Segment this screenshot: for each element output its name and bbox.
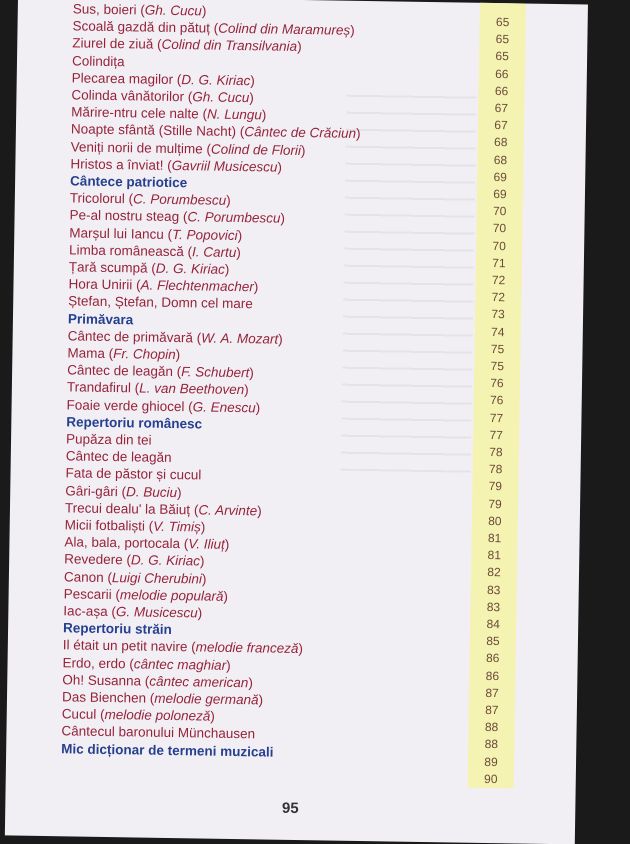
- entry-author: cântec american: [149, 673, 249, 691]
- entry-page-number: 87: [485, 702, 499, 718]
- entry-title-text: Repertoriu străin: [62, 620, 172, 638]
- entry-title: Hora Unirii (A. Flechtenmacher): [68, 276, 259, 295]
- entry-page-number: 81: [487, 530, 502, 546]
- entry-page-number: 75: [490, 341, 505, 356]
- entry-title: Trandafirul (L. van Beethoven): [66, 379, 249, 398]
- entry-title-text: Das Bienchen: [61, 689, 147, 706]
- entry-title: Ala, bala, portocala (V. Iliuț): [64, 534, 230, 553]
- entry-author: cântec maghiar: [133, 656, 227, 673]
- entry-page-number: 80: [488, 513, 502, 528]
- entry-title: Cântec de leagăn (F. Schubert): [67, 362, 254, 381]
- entry-title-text: Revedere: [64, 551, 123, 568]
- entry-author: G. Musicescu: [115, 604, 198, 621]
- entry-title-text: Gâri-gâri: [65, 482, 118, 499]
- entry-page-number: 84: [486, 616, 501, 632]
- entry-title: Tricolorul (C. Porumbescu): [69, 190, 231, 209]
- entry-title: Ziurel de ziuă (Colind din Transilvania): [72, 35, 302, 55]
- entry-author: W. A. Mozart: [201, 330, 279, 347]
- entry-title: Trecui dealu' la Băiuț (C. Arvinte): [64, 500, 262, 519]
- entry-title-text: Cântecul baronului Münchausen: [61, 723, 256, 742]
- entry-title: Pe-al nostru steag (C. Porumbescu): [69, 207, 286, 227]
- entry-page-number: 83: [486, 582, 501, 597]
- entry-title-text: Foaie verde ghiocel: [66, 396, 185, 414]
- entry-title: [72, 52, 125, 71]
- entry-title: Sus, boieri (Gh. Cucu): [72, 1, 207, 19]
- entry-author: G. Enescu: [192, 398, 256, 415]
- entry-page-number: 77: [489, 410, 504, 425]
- entry-author: Colind din Transilvania: [161, 37, 298, 55]
- entry-author: melodie germană: [154, 690, 259, 708]
- entry-author: Colind din Maramureș: [218, 20, 351, 38]
- entry-page-number: 79: [488, 479, 503, 494]
- entry-author: Gh. Cucu: [192, 89, 250, 106]
- entry-page-number: 73: [491, 307, 505, 322]
- entry-page-number: 67: [494, 101, 509, 116]
- entry-page-number: 78: [488, 462, 503, 477]
- entry-page-number: 66: [494, 83, 509, 99]
- entry-title: Noapte sfântă (Stille Nacht) (Cântec de Crăciun): [70, 121, 361, 142]
- book-page: [5, 0, 588, 844]
- entry-author: Cântec de Crăciun: [244, 124, 357, 142]
- entry-page-number: 66: [495, 66, 509, 81]
- entry-page-number: 85: [486, 634, 500, 649]
- entry-title: Il était un petit navire (melodie franceză): [62, 637, 304, 657]
- entry-author: A. Flechtenmacher: [140, 277, 254, 295]
- entry-title-text: Plecarea magilor: [71, 70, 174, 87]
- entry-title: Oh! Susanna (cântec american): [62, 672, 254, 691]
- entry-page-number: 67: [494, 118, 508, 133]
- entry-author: F. Schubert: [181, 364, 250, 381]
- entry-title-text: Limba românească: [68, 242, 184, 259]
- entry-page-number: 65: [495, 15, 510, 30]
- entry-title: Foaie verde ghiocel (G. Enescu): [66, 396, 261, 415]
- entry-title-text: Hristos a înviat!: [70, 156, 164, 173]
- entry-title: Pescarii (melodie populară): [63, 586, 229, 604]
- entry-title-text: Cântec de leagăn: [65, 448, 172, 466]
- entry-page-number: 79: [488, 496, 502, 511]
- entry-title: Mama (Fr. Chopin): [67, 345, 181, 363]
- entry-title: Plecarea magilor (D. G. Kiriac): [71, 70, 255, 89]
- entry-title: Cântec de primăvară (W. A. Mozart): [67, 328, 283, 347]
- entry-page-number: 74: [491, 324, 505, 339]
- entry-author: Colind de Florii: [210, 141, 302, 158]
- entry-title-text: Mama: [67, 345, 106, 361]
- entry-title: Mărire-ntru cele nalte (N. Lungu): [71, 104, 267, 123]
- entry-author: V. Timiș: [153, 518, 201, 535]
- entry-page-number: 88: [484, 720, 499, 735]
- entry-title: Gâri-gâri (D. Buciu): [65, 482, 182, 500]
- entry-page-number: 81: [487, 548, 502, 563]
- entry-page-number: 69: [493, 187, 507, 202]
- entry-page-number: 65: [495, 49, 509, 64]
- entry-title-text: Ziurel de ziuă: [72, 35, 154, 53]
- entry-title: Micii fotbaliști (V. Timiș): [64, 517, 206, 535]
- entry-author: D. G. Kiriac: [130, 552, 201, 569]
- entry-page-number: 89: [484, 754, 498, 769]
- entry-title-text: Hora Unirii: [68, 276, 133, 293]
- entry-author: C. Arvinte: [198, 502, 258, 519]
- entry-author: D. G. Kiriac: [155, 260, 225, 277]
- entry-title: Marșul lui Iancu (T. Popovici): [69, 224, 243, 243]
- entry-author: V. Iliuț: [188, 536, 225, 553]
- entry-page-number: 90: [483, 771, 498, 786]
- entry-page-number: 76: [489, 393, 504, 408]
- entry-title-text: Mărire-ntru cele nalte: [71, 104, 199, 122]
- entry-page-number: 83: [486, 599, 501, 614]
- entry-title: [68, 310, 134, 329]
- entry-page-number: 87: [485, 685, 499, 700]
- entry-title-text: Il était un petit navire: [62, 637, 188, 655]
- entry-author: L. van Beethoven: [139, 380, 245, 398]
- entry-title-text: Colinda vânătorilor: [71, 87, 185, 105]
- entry-author: I. Cartu: [191, 244, 237, 260]
- entry-page-number: 69: [493, 169, 508, 185]
- entry-author: Gh. Cucu: [144, 2, 203, 19]
- entry-title: Scoală gazdă din pătuț (Colind din Maramureș): [72, 18, 355, 39]
- entry-author: C. Porumbescu: [187, 209, 281, 227]
- entry-title: Das Bienchen (melodie germană): [61, 689, 264, 708]
- entry-title-text: Sus, boieri: [72, 1, 137, 18]
- entry-page-number: 88: [484, 737, 499, 752]
- entry-title: Hristos a înviat! (Gavriil Musicescu): [70, 156, 283, 175]
- entry-author: T. Popovici: [171, 226, 238, 243]
- entry-title-text: Erdo, erdo: [62, 654, 126, 671]
- entry-title-text: Țară scumpă: [68, 259, 148, 276]
- entry-title-text: Pe-al nostru steag: [69, 207, 180, 225]
- entry-page-number: 70: [492, 238, 506, 253]
- entry-author: melodie poloneză: [104, 707, 211, 724]
- entry-title: Cucul (melodie poloneză): [61, 706, 215, 724]
- entry-title-text: Mic dicționar de termeni muzicali: [61, 740, 274, 760]
- entry-author: N. Lungu: [206, 106, 262, 123]
- entry-title-text: Canon: [63, 568, 104, 585]
- entry-title: Veniți norii de mulțime (Colind de Florii): [70, 138, 306, 158]
- entry-author: Luigi Cherubini: [111, 569, 203, 587]
- entry-page-number: 70: [492, 204, 507, 219]
- entry-title-text: Pescarii: [63, 586, 112, 602]
- entry-title-text: Marșul lui Iancu: [69, 224, 164, 242]
- entry-title-text: Micii fotbaliști: [64, 517, 146, 534]
- entry-page-number: 72: [491, 273, 506, 288]
- page-number: 95: [281, 799, 299, 818]
- entry-page-number: 82: [487, 565, 501, 580]
- entry-author: C. Porumbescu: [133, 191, 227, 209]
- entry-page-number: 77: [489, 427, 503, 442]
- entry-title-text: Cucul: [61, 706, 97, 723]
- entry-author: D. G. Kiriac: [181, 71, 251, 88]
- entry-page-number: 78: [489, 444, 503, 460]
- entry-page-number: 86: [485, 668, 500, 683]
- entry-title-text: Trecui dealu' la Băiuț: [64, 500, 191, 518]
- entry-page-number: 76: [490, 376, 504, 391]
- entry-page-number: 86: [485, 651, 500, 666]
- entry-page-number: 71: [492, 255, 506, 271]
- entry-title-text: Veniți norii de mulțime: [70, 138, 203, 157]
- entry-title-text: Cântec de primăvară: [67, 328, 194, 346]
- entry-page-number: 68: [493, 152, 508, 167]
- entry-page-number: 72: [491, 290, 506, 305]
- entry-title-text: Ala, bala, portocala: [64, 534, 181, 552]
- entry-author: Gavriil Musicescu: [171, 157, 278, 175]
- entry-author: melodie populară: [119, 586, 224, 604]
- entry-title-text: Oh! Susanna: [62, 672, 142, 689]
- entry-title: Erdo, erdo (cântec maghiar): [62, 654, 231, 673]
- entry-title-text: Colindița: [71, 52, 125, 69]
- entry-title-text: Trandafirul: [66, 379, 132, 396]
- entry-author: Fr. Chopin: [113, 346, 176, 363]
- entry-title: Colinda vânătorilor (Gh. Cucu): [71, 87, 254, 106]
- entry-title: Revedere (D. G. Kiriac): [64, 551, 205, 569]
- entry-title-text: Scoală gazdă din pătuț: [72, 18, 211, 36]
- entry-page-number: 68: [493, 135, 508, 150]
- entry-title-text: Primăvara: [67, 310, 134, 327]
- entry-title: Canon (Luigi Cherubini): [63, 568, 207, 587]
- entry-title: Țară scumpă (D. G. Kiriac): [68, 259, 230, 277]
- entry-title: Limba românească (I. Cartu): [68, 242, 241, 260]
- entry-author: D. Buciu: [125, 483, 178, 500]
- entry-title-text: Fata de păstor și cucul: [65, 465, 202, 483]
- entry-author: melodie franceză: [195, 639, 299, 657]
- entry-title-text: Repertoriu românesc: [66, 414, 203, 432]
- entry-page-number: 65: [495, 32, 510, 47]
- entry-title-text: Tricolorul: [69, 190, 125, 207]
- entry-title-text: Iac-așa: [63, 603, 108, 620]
- entry-title-text: Cântece patriotice: [70, 173, 188, 191]
- entry-page-number: 70: [492, 221, 507, 236]
- entry-title-text: Ștefan, Ștefan, Domn cel mare: [68, 293, 253, 312]
- entry-title-text: Noapte sfântă (Stille Nacht): [70, 121, 237, 140]
- entry-page-number: 75: [490, 358, 505, 374]
- entry-title: Iac-așa (G. Musicescu): [63, 603, 203, 621]
- entry-title-text: Pupăza din tei: [65, 431, 152, 448]
- entry-title-text: Cântec de leagăn: [67, 362, 174, 380]
